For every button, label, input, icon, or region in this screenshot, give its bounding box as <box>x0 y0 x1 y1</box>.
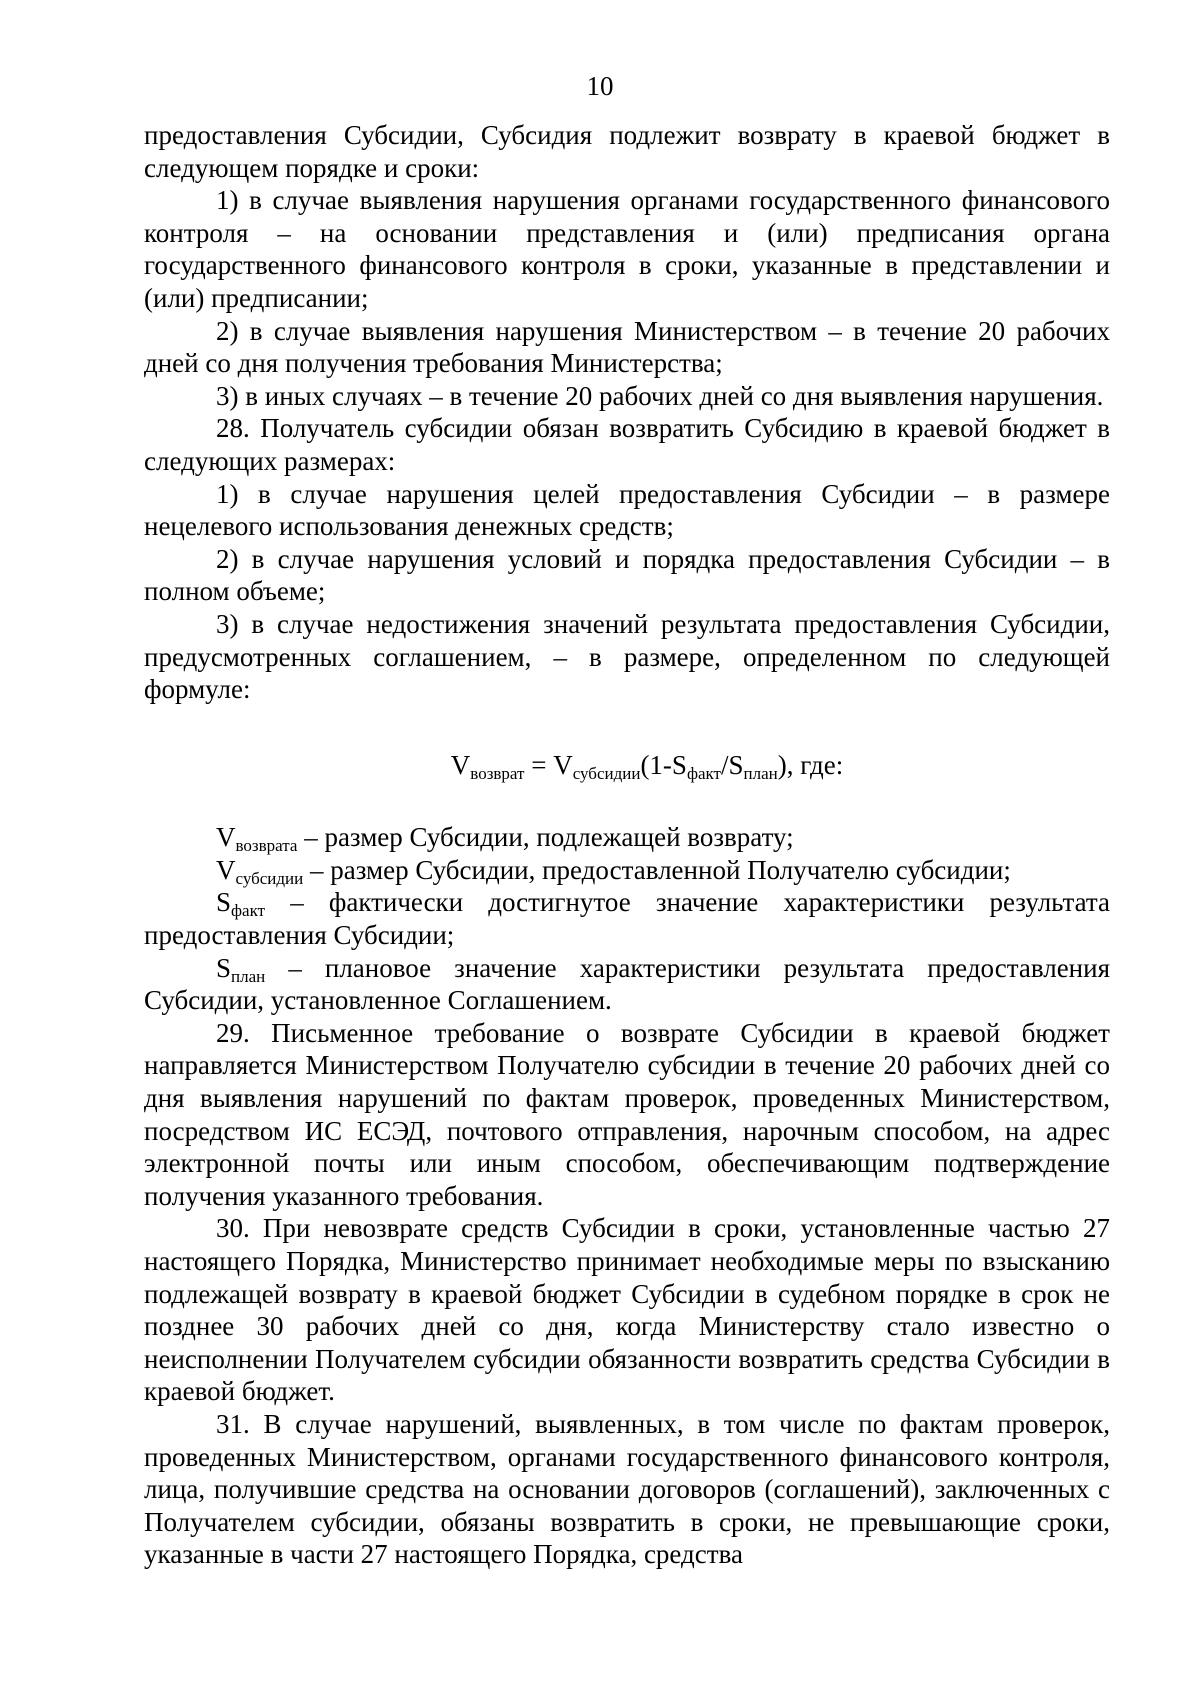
paragraph-31: 31. В случае нарушений, выявленных, в том числе по фактам проверок, проведенных Министерством, органами государственного финансового контроля, лица, получившие средства на основании договоров (соглашений), заключенных с Получателем субсидии, обязаны возвратить в сроки, не превышающие сроки, указанные в части 27 настоящего Порядка, средства <box>144 1408 1110 1570</box>
document-body <box>144 119 1110 1571</box>
legend-s-fact-letter: S <box>216 887 232 918</box>
legend-v-return-subscript: возврата <box>235 836 298 856</box>
formula-rhs-subscript: субсидии <box>572 763 641 783</box>
formula-fact-letter: S <box>671 749 687 780</box>
legend-v-return-text: – размер Субсидии, подлежащей возврату; <box>297 822 794 853</box>
formula-plan-letter: S <box>728 749 744 780</box>
legend-s-plan-subscript: план <box>231 966 266 986</box>
legend-s-plan-text: – плановое значение характеристики результата предоставления Субсидии, установленное Соглашением. <box>144 952 1110 1016</box>
return-formula <box>144 749 1110 782</box>
legend-s-plan-letter: S <box>216 952 232 983</box>
legend-v-return-letter: V <box>216 822 236 853</box>
legend-s-plan <box>144 952 1110 1017</box>
formula-fact-subscript: факт <box>686 763 721 783</box>
paragraph-item-2: 2) в случае выявления нарушения Министерством – в течение 20 рабочих дней со дня получения требования Министерства; <box>144 315 1110 379</box>
legend-s-fact-text: – фактически достигнутое значение характеристики результата предоставления Субсидии; <box>144 887 1110 951</box>
legend-v-return <box>144 821 1110 854</box>
paragraph-28: 28. Получатель субсидии обязан возвратить Субсидию в краевой бюджет в следующих размерах: <box>144 413 1110 476</box>
paragraph-28-item-3: 3) в случае недостижения значений результата предоставления Субсидии, предусмотренных соглашением, – в размере, определенном по следующей формуле: <box>144 608 1110 705</box>
paragraph-29: 29. Письменное требование о возврате Субсидии в краевой бюджет направляется Министерством Получателю субсидии в течение 20 рабочих дней со дня выявления нарушений по фактам проверок, проведенных Министерством, посредством ИС ЕСЭД, почтового отправления, нарочным способом, на адрес электронной почты или иным способом, обеспечивающим подтверждение получения указанного требования. <box>144 1017 1110 1211</box>
legend-s-fact <box>144 886 1110 951</box>
legend-v-subsidy-letter: V <box>216 854 236 885</box>
formula-open: (1- <box>640 749 672 780</box>
formula-lhs-subscript: возврат <box>470 763 525 783</box>
paragraph-item-1: 1) в случае выявления нарушения органами государственного финансового контроля – на основании представления и (или) предписания органа государственного финансового контроля в сроки, указанные в представлении и (или) предписании; <box>144 185 1110 313</box>
legend-v-subsidy-subscript: субсидии <box>235 868 304 888</box>
paragraph-continuation: предоставления Субсидии, Субсидия подлежит возврату в краевой бюджет в следующем порядке и сроки: <box>144 120 1110 183</box>
legend-s-fact-subscript: факт <box>231 901 266 921</box>
paragraph-item-3: 3) в иных случаях – в течение 20 рабочих дней со дня выявления нарушения. <box>216 380 1104 411</box>
formula-close: ), где: <box>777 749 844 780</box>
formula-plan-subscript: план <box>743 763 778 783</box>
legend-v-subsidy <box>144 854 1110 887</box>
formula-rhs-letter: V <box>553 749 573 780</box>
formula-lhs-letter: V <box>450 749 471 780</box>
paragraph-28-item-2: 2) в случае нарушения условий и порядка предоставления Субсидии – в полном объеме; <box>144 543 1110 607</box>
paragraph-28-item-1: 1) в случае нарушения целей предоставления Субсидии – в размере нецелевого использования денежных средств; <box>144 478 1110 542</box>
formula-slash: / <box>720 749 729 780</box>
formula-equals: = <box>524 749 554 780</box>
legend-v-subsidy-text: – размер Субсидии, предоставленной Получателю субсидии; <box>303 854 1011 885</box>
page-number: 10 <box>586 71 614 101</box>
paragraph-30: 30. При невозврате средств Субсидии в сроки, установленные частью 27 настоящего Порядка, Министерство принимает необходимые меры по взысканию подлежащей возврату в краевой бюджет Субсидии в судебном порядке в срок не позднее 30 рабочих дней со дня, когда Министерству стало известно о неисполнении Получателем субсидии обязанности возвратить средства Субсидии в краевой бюджет. <box>144 1213 1110 1407</box>
